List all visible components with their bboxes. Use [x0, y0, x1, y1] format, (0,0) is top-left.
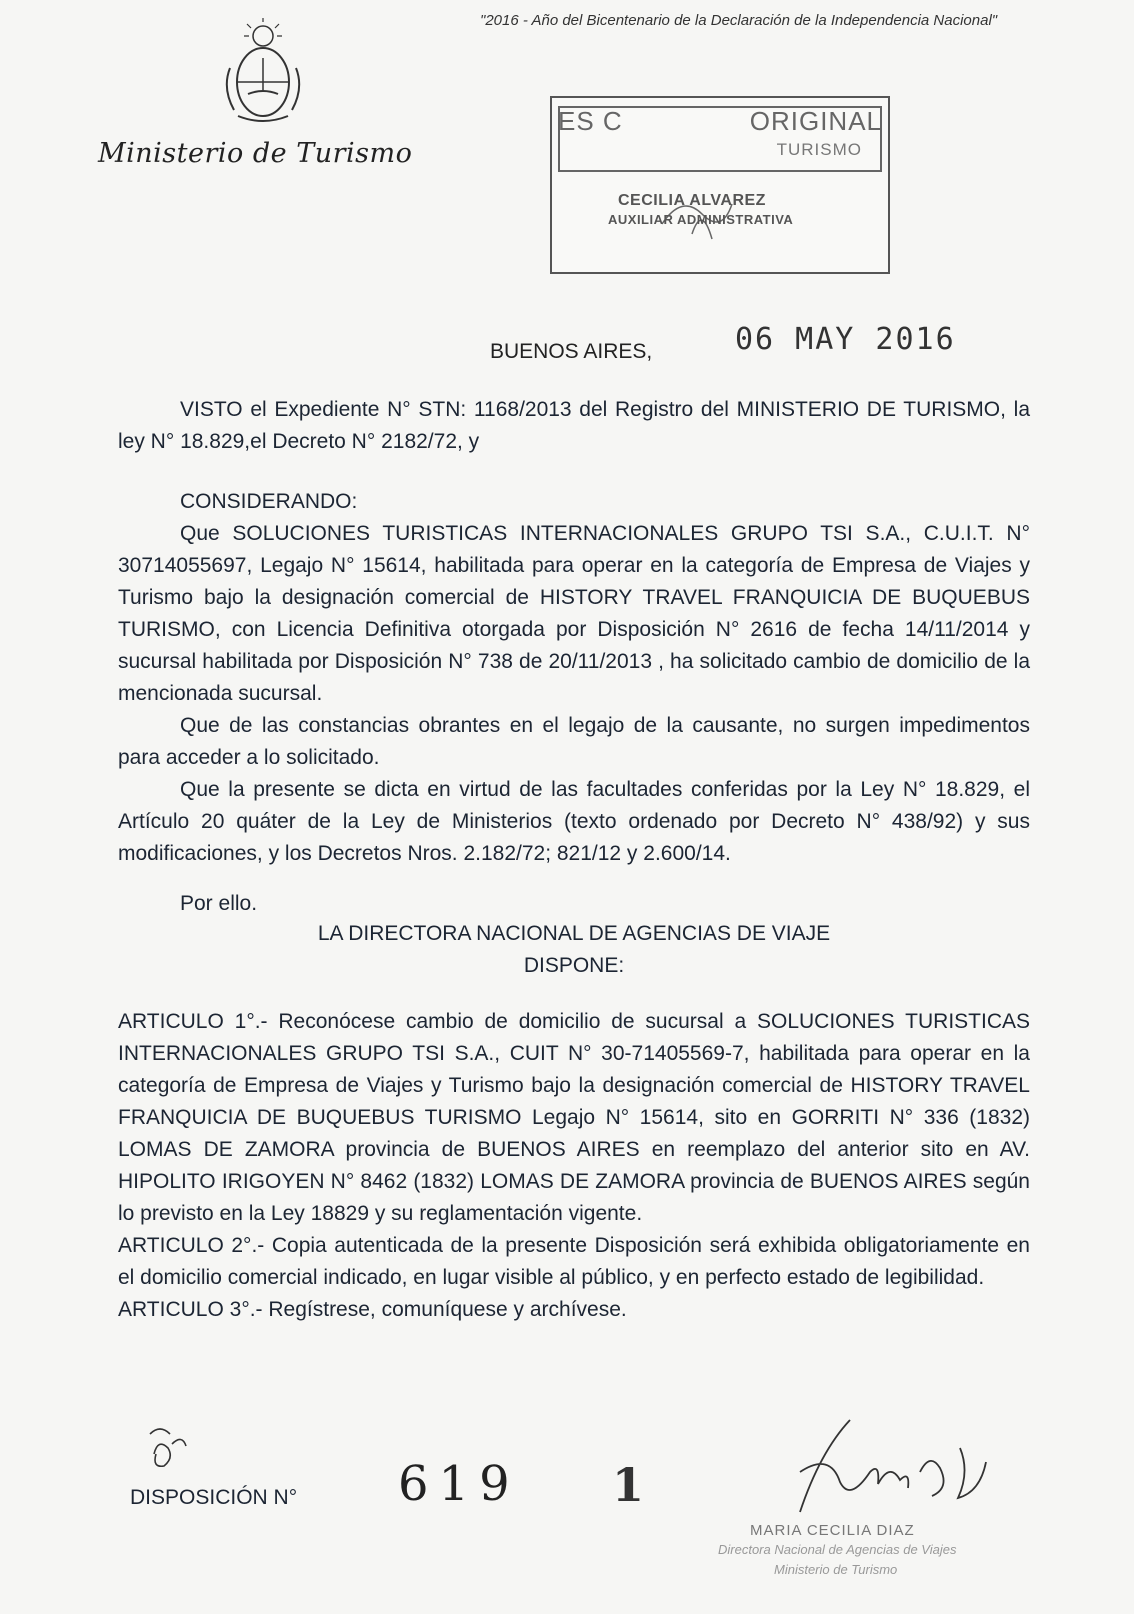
por-ello-text: Por ello.: [180, 892, 258, 915]
considerando-paragraph: Que la presente se dicta en virtud de las facultades conferidas por la Ley N° 18.829, el Artículo 20 quáter de la Ley de Ministerios (texto ordenado por Decreto N° 438/92) y sus modificaciones, y los Decretos Nros. 2.182/72; 821/12 y 2.600/14.: [118, 778, 1030, 865]
articles-section: [118, 1006, 1030, 1326]
header-motto: "2016 - Año del Bicentenario de la Declaración de la Independencia Nacional": [480, 12, 998, 29]
por-ello: [118, 888, 1030, 920]
stamp-line1: [558, 106, 882, 137]
disposition-label: DISPOSICIÓN N°: [130, 1486, 298, 1509]
coat-of-arms-icon: [218, 18, 308, 128]
considerando-paragraph: Que de las constancias obrantes en el legajo de la causante, no surgen impedimentos para acceder a lo solicitado.: [118, 714, 1030, 769]
considerando-heading: CONSIDERANDO:: [180, 490, 358, 513]
authority-heading: LA DIRECTORA NACIONAL DE AGENCIAS DE VIAJE: [317, 922, 831, 945]
stamp-name: CECILIA ALVAREZ: [618, 192, 766, 209]
date-stamp: 06 MAY 2016: [735, 322, 956, 357]
dispone-heading: DISPONE:: [523, 954, 625, 977]
initials-signature-icon: [140, 1424, 200, 1474]
visto-text: VISTO el Expediente N° STN: 1168/2013 del Registro del MINISTERIO DE TURISMO, la ley N° 18.829,el Decreto N° 2182/72, y: [118, 398, 1030, 453]
signer-dept: Ministerio de Turismo: [774, 1562, 898, 1577]
visto-paragraph: [118, 394, 1030, 458]
stamp-line2: TURISMO: [776, 140, 862, 159]
considerando-paragraph: Que SOLUCIONES TURISTICAS INTERNACIONALES GRUPO TSI S.A., C.U.I.T. N° 30714055697, Legajo N° 15614, habilitada para operar en la categoría de Empresa de Viajes y Turismo bajo la designación comercial de HISTORY TRAVEL FRANQUICIA DE BUQUEBUS TURISMO, con Licencia Definitiva otorgada por Disposición N° 2616 de fecha 14/11/2014 y sucursal habilitada por Disposición N° 738 de 20/11/2013 , ha solicitado cambio de domicilio de la mencionada sucursal.: [118, 522, 1030, 705]
stamp-line1-right: ORIGINAL: [749, 106, 882, 136]
article-1: ARTICULO 1°.- Reconócese cambio de domicilio de sucursal a SOLUCIONES TURISTICAS INTERNACIONALES GRUPO TSI S.A., CUIT N° 30-71405569-7, habilitada para operar en la categoría de Empresa de Viajes y Turismo bajo la designación comercial de HISTORY TRAVEL FRANQUICIA DE BUQUEBUS TURISMO Legajo N° 15614, sito en GORRITI N° 336 (1832) LOMAS DE ZAMORA provincia de BUENOS AIRES en reemplazo del anterior sito en AV. HIPOLITO IRIGOYEN N° 8462 (1832) LOMAS DE ZAMORA provincia de BUENOS AIRES según lo previsto en la Ley 18829 y su reglamentación vigente.: [118, 1010, 1030, 1225]
disposition-mark: 1: [612, 1458, 645, 1512]
ministry-name: Ministerio de Turismo: [98, 138, 413, 169]
city: BUENOS AIRES,: [490, 340, 653, 363]
article-3: ARTICULO 3°.- Regístrese, comuníquese y archívese.: [118, 1298, 627, 1321]
signer-role: Directora Nacional de Agencias de Viajes: [718, 1542, 957, 1557]
disposition-number: 619: [398, 1456, 520, 1512]
considerando-section: [118, 486, 1030, 870]
article-2: ARTICULO 2°.- Copia autenticada de la presente Disposición será exhibida obligatoriamente en el domicilio comercial indicado, en lugar visible al público, y en perfecto estado de legibilidad.: [118, 1234, 1030, 1289]
certification-stamp: [550, 96, 890, 274]
stamp-role: AUXILIAR ADMINISTRATIVA: [608, 212, 794, 227]
signer-name: MARIA CECILIA DIAZ: [750, 1522, 915, 1539]
stamp-line1-left: ES C: [558, 106, 623, 136]
director-signature-icon: [760, 1412, 1000, 1522]
